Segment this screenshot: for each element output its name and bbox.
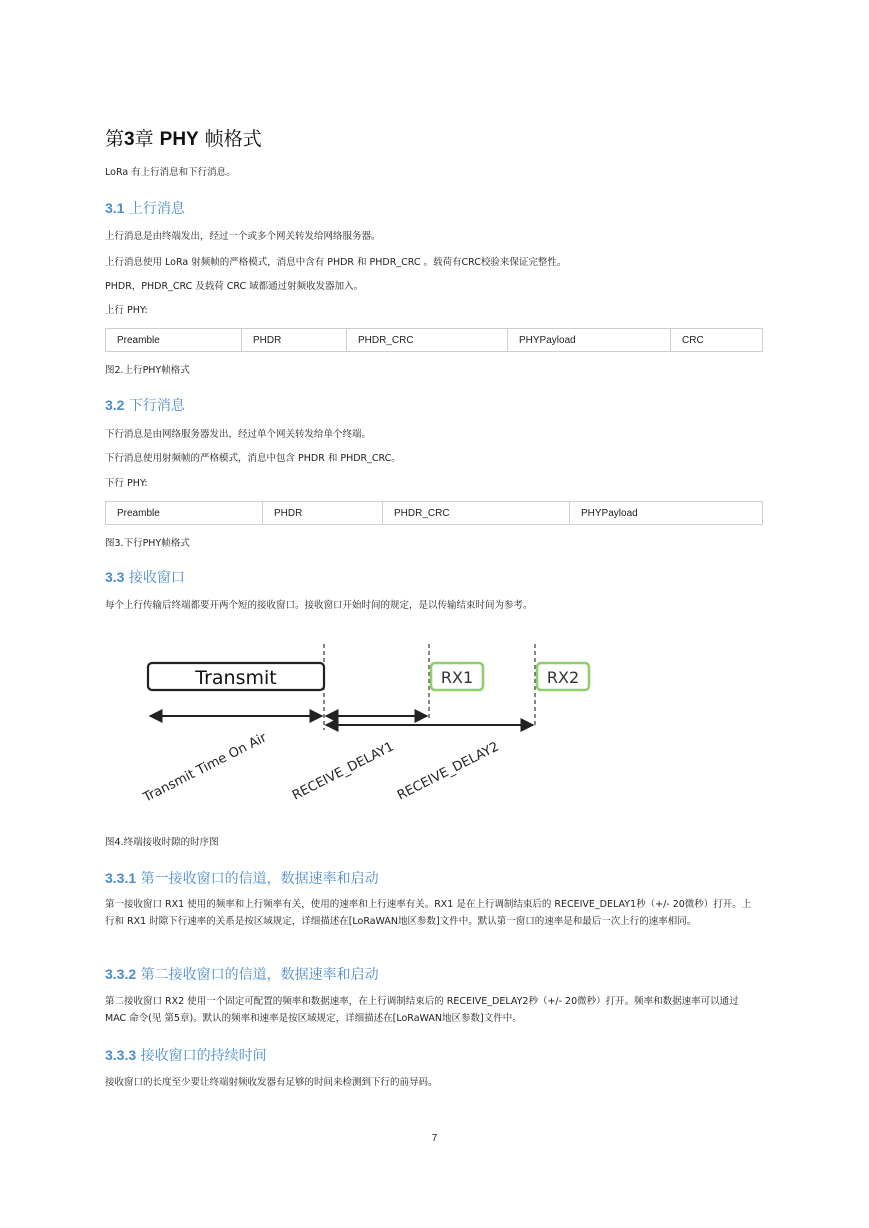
section-3-3-3-heading: 3.3.3 接收窗口的持续时间 (105, 1047, 267, 1064)
s31-paragraph-2: 上行消息使用 LoRa 射频帧的严格模式，消息中含有 PHDR 和 PHDR_CRC 。载荷有CRC校验来保证完整性。 (105, 257, 567, 268)
receive-delay1-label: RECEIVE_DELAY1 (290, 739, 397, 804)
time-on-air-label: Transmit Time On Air (141, 730, 270, 806)
table-cell: Preamble (106, 502, 263, 525)
s331-body: 第一接收窗口 RX1 使用的频率和上行频率有关，使用的速率和上行速率有关。RX1 是在上行调制结束后的 RECEIVE_DELAY1秒（+/- 20微秒）打开。上行和 RX1 时隙下行速率的关系是按区域规定，详细描述在[LoRaWAN地区参数]文件中。默认第一窗口的速率是和最后一次上行的速率相同。 (105, 899, 752, 927)
transmit-label: Transmit (195, 667, 277, 689)
s31-paragraph-3: PHDR，PHDR_CRC 及载荷 CRC 域都通过射频收发器加入。 (105, 281, 364, 292)
intro-text: LoRa 有上行消息和下行消息。 (105, 167, 236, 178)
receive-delay2-label: RECEIVE_DELAY2 (395, 739, 502, 804)
section-3-3-heading: 3.3 接收窗口 (105, 569, 185, 586)
table-cell: PHYPayload (570, 502, 763, 525)
table-cell: PHYPayload (508, 329, 671, 352)
table-cell: PHDR (242, 329, 347, 352)
section-3-1-heading: 3.1 上行消息 (105, 200, 185, 217)
section-3-2-heading: 3.2 下行消息 (105, 397, 185, 414)
section-3-3-2-heading: 3.3.2 第二接收窗口的信道，数据速率和启动 (105, 966, 379, 983)
downlink-phy-label: 下行 PHY: (105, 478, 148, 489)
receive-window-timing-diagram (0, 630, 869, 830)
table-cell: CRC (671, 329, 763, 352)
s31-paragraph-1: 上行消息是由终端发出，经过一个或多个网关转发给网络服务器。 (105, 231, 381, 242)
page-number: 7 (431, 1133, 438, 1144)
table-cell: PHDR_CRC (347, 329, 508, 352)
s32-paragraph-1: 下行消息是由网络服务器发出，经过单个网关转发给单个终端。 (105, 429, 372, 440)
table-cell: Preamble (106, 329, 242, 352)
s333-body: 接收窗口的长度至少要让终端射频收发器有足够的时间来检测到下行的前导码。 (105, 1077, 438, 1088)
downlink-phy-frame-table (105, 501, 763, 525)
uplink-phy-label: 上行 PHY: (105, 305, 148, 316)
s32-paragraph-2: 下行消息使用射频帧的严格模式，消息中包含 PHDR 和 PHDR_CRC。 (105, 453, 401, 464)
figure-3-caption: 图3.下行PHY帧格式 (105, 538, 190, 549)
figure-2-caption: 图2.上行PHY帧格式 (105, 365, 190, 376)
uplink-phy-frame-table (105, 328, 763, 352)
table-row (106, 329, 763, 352)
table-row (106, 502, 763, 525)
rx2-label: RX2 (546, 668, 580, 687)
figure-4-caption: 图4.终端接收时隙的时序图 (105, 837, 219, 848)
section-3-3-1-heading: 3.3.1 第一接收窗口的信道，数据速率和启动 (105, 870, 379, 887)
table-cell: PHDR_CRC (383, 502, 570, 525)
s332-body: 第二接收窗口 RX2 使用一个固定可配置的频率和数据速率，在上行调制结束后的 RECEIVE_DELAY2秒（+/- 20微秒）打开。频率和数据速率可以通过 MAC 命令(见 第5章)。默认的频率和速率是按区域规定，详细描述在[LoRaWAN地区参数]文件中。 (105, 996, 739, 1024)
table-cell: PHDR (263, 502, 383, 525)
chapter-title: 第3章 PHY 帧格式 (105, 128, 262, 150)
s33-paragraph-1: 每个上行传输后终端都要开两个短的接收窗口。接收窗口开始时间的规定，是以传输结束时间为参考。 (105, 600, 533, 611)
rx1-label: RX1 (440, 668, 474, 687)
